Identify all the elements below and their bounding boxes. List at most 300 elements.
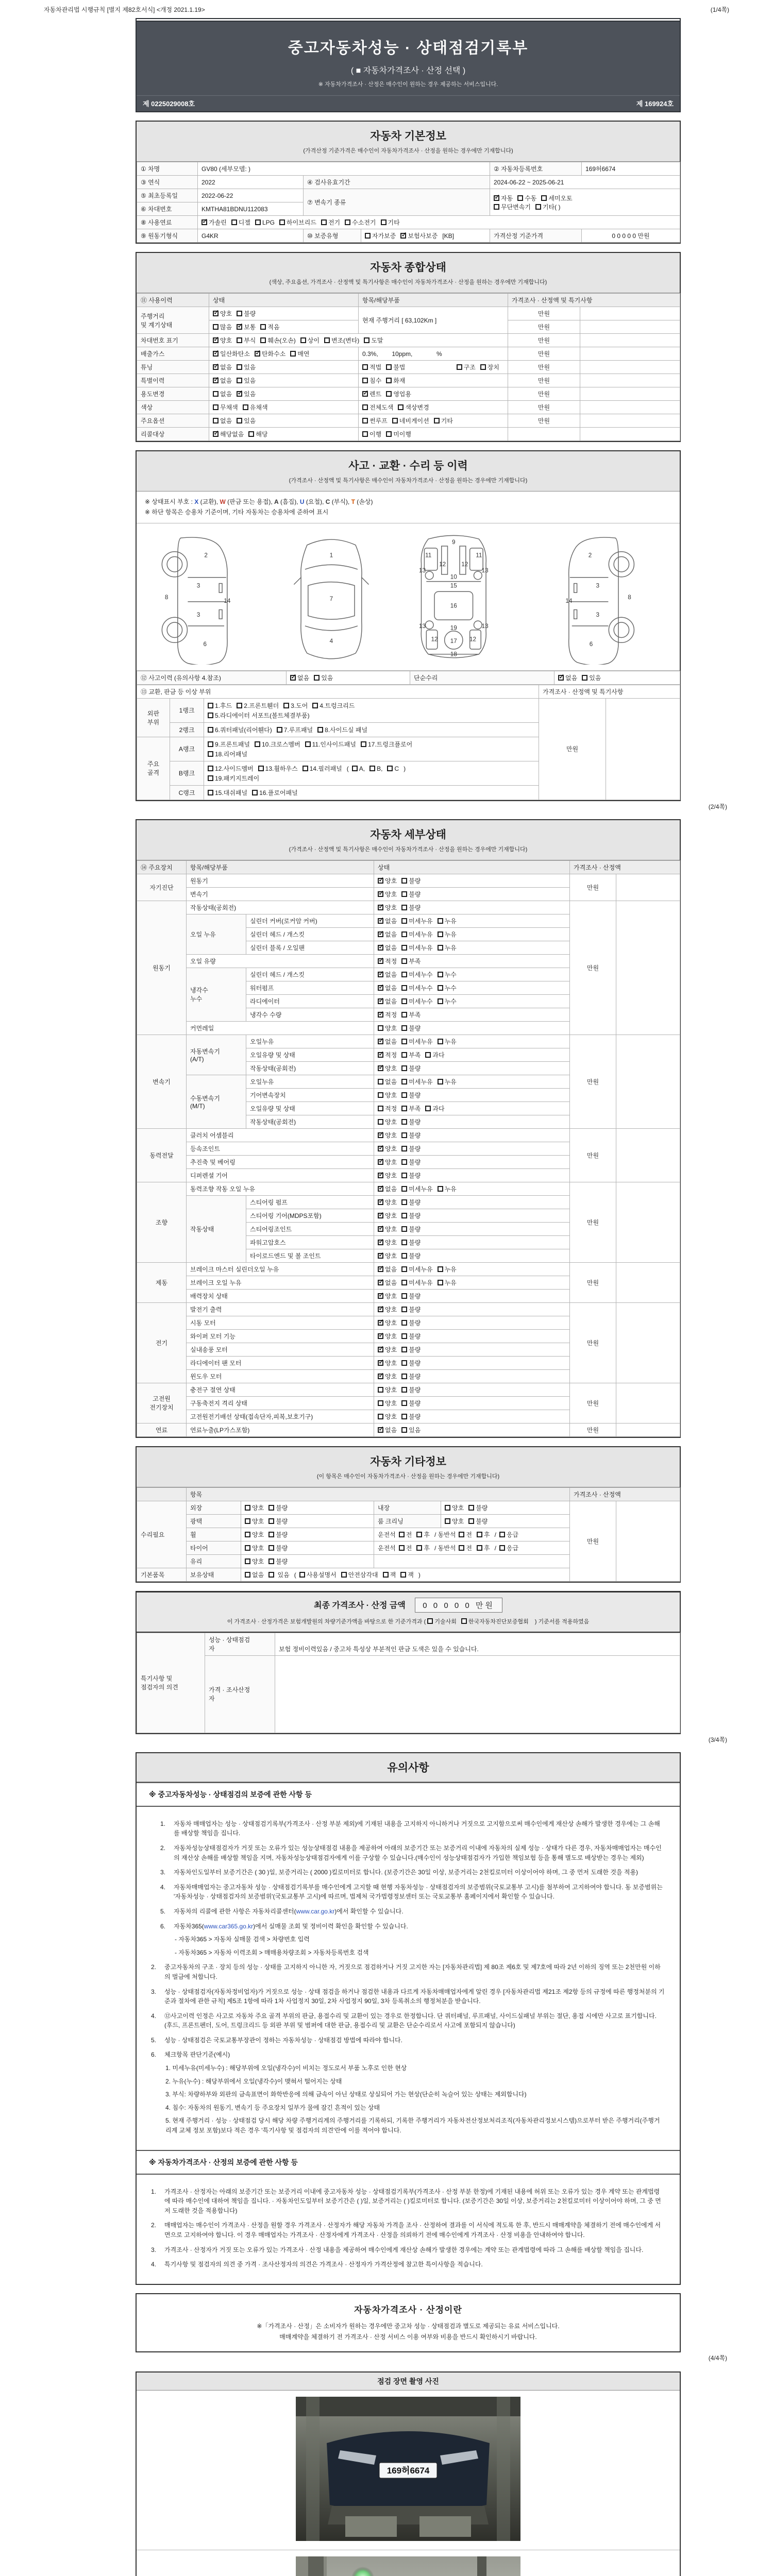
checkbox-option[interactable]: 양호: [245, 1557, 264, 1566]
checkbox-icon[interactable]: [400, 1572, 406, 1578]
checkbox-option[interactable]: 불량: [268, 1503, 288, 1512]
checkbox-option[interactable]: 미세누유: [401, 1037, 432, 1046]
checkbox-icon[interactable]: [401, 1266, 407, 1272]
checkbox-option[interactable]: 17.트렁크플로어: [361, 740, 412, 749]
checkbox-icon[interactable]: [378, 1320, 383, 1326]
checkbox-option[interactable]: 불법: [386, 363, 405, 371]
checkbox-icon[interactable]: [468, 1505, 474, 1511]
checkbox-option[interactable]: 기술사회: [427, 1617, 457, 1625]
checkbox-icon[interactable]: [378, 1146, 383, 1151]
checkbox-option[interactable]: 불량: [401, 1238, 421, 1247]
checkbox-option[interactable]: ✓ 없음: [213, 363, 232, 371]
checkbox-option[interactable]: 16.플로어패널: [252, 788, 298, 797]
checkbox-icon[interactable]: [321, 219, 327, 225]
checkbox-icon[interactable]: [401, 1387, 407, 1393]
checkbox-option[interactable]: 미이행: [386, 430, 411, 438]
checkbox-icon[interactable]: [378, 985, 383, 991]
checkbox-icon[interactable]: [477, 1545, 482, 1551]
checkbox-icon[interactable]: [401, 1146, 407, 1151]
checkbox-icon[interactable]: [378, 918, 383, 924]
checkbox-option[interactable]: 잭: [400, 1570, 414, 1579]
checkbox-icon[interactable]: [279, 219, 285, 225]
checkbox-option[interactable]: 자가보증: [365, 231, 396, 240]
checkbox-icon[interactable]: [268, 1545, 274, 1551]
checkbox-option[interactable]: 없음: [245, 1570, 264, 1579]
checkbox-option[interactable]: 해당: [248, 430, 267, 438]
checkbox-option[interactable]: ✓자동: [494, 194, 513, 202]
checkbox-option[interactable]: 누수: [438, 970, 457, 979]
checkbox-option[interactable]: A,: [352, 765, 365, 772]
checkbox-option[interactable]: 15.대쉬패널: [208, 788, 247, 797]
checkbox-option[interactable]: 변조(변타): [324, 336, 359, 345]
checkbox-option[interactable]: 미세누수: [401, 997, 432, 1006]
checkbox-icon[interactable]: [268, 1505, 274, 1511]
checkbox-option[interactable]: 있음: [314, 673, 333, 682]
checkbox-option[interactable]: 전: [459, 1544, 472, 1552]
checkbox-option[interactable]: 응급: [499, 1544, 518, 1552]
checkbox-icon[interactable]: [378, 1226, 383, 1232]
checkbox-icon[interactable]: [401, 1400, 407, 1406]
checkbox-icon[interactable]: [401, 1307, 407, 1312]
checkbox-icon[interactable]: [378, 1293, 383, 1299]
checkbox-option[interactable]: 3.도어: [283, 701, 308, 710]
checkbox-option[interactable]: ✓ 양호: [378, 1292, 397, 1300]
checkbox-icon[interactable]: [213, 378, 219, 383]
checkbox-icon[interactable]: [378, 1280, 383, 1285]
checkbox-option[interactable]: 양호: [378, 1412, 397, 1421]
checkbox-icon[interactable]: [480, 364, 486, 370]
checkbox-option[interactable]: ✓ 없음: [378, 1426, 397, 1434]
checkbox-icon[interactable]: [268, 1572, 274, 1578]
checkbox-icon[interactable]: [378, 1106, 383, 1111]
checkbox-option[interactable]: 누유: [438, 1265, 457, 1274]
checkbox-icon[interactable]: [378, 1119, 383, 1125]
checkbox-option[interactable]: 불량: [401, 1144, 421, 1153]
checkbox-icon[interactable]: [378, 1347, 383, 1352]
checkbox-icon[interactable]: [213, 391, 219, 397]
checkbox-icon[interactable]: [401, 1159, 407, 1165]
checkbox-option[interactable]: 불량: [468, 1503, 488, 1512]
checkbox-option[interactable]: 있음: [237, 376, 256, 385]
checkbox-icon[interactable]: [378, 1173, 383, 1178]
checkbox-icon[interactable]: [517, 195, 523, 201]
checkbox-icon[interactable]: [401, 1240, 407, 1245]
checkbox-icon[interactable]: [399, 1532, 405, 1537]
checkbox-icon[interactable]: [299, 1572, 305, 1578]
checkbox-icon[interactable]: [401, 1065, 407, 1071]
checkbox-icon[interactable]: [213, 351, 219, 357]
checkbox-icon[interactable]: [300, 337, 306, 343]
checkbox-option[interactable]: 불량: [401, 1225, 421, 1233]
checkbox-option[interactable]: ✓ 없음: [378, 1184, 397, 1193]
checkbox-option[interactable]: 양호: [445, 1503, 464, 1512]
checkbox-icon[interactable]: [438, 1186, 443, 1192]
checkbox-icon[interactable]: [245, 1505, 250, 1511]
checkbox-icon[interactable]: [345, 219, 350, 225]
checkbox-option[interactable]: 불량: [401, 1305, 421, 1314]
checkbox-icon[interactable]: [401, 1092, 407, 1098]
checkbox-option[interactable]: ✓ 없음: [378, 930, 397, 939]
checkbox-option[interactable]: 불량: [401, 1412, 421, 1421]
checkbox-option[interactable]: 침수: [362, 376, 381, 385]
checkbox-icon[interactable]: [401, 1186, 407, 1192]
checkbox-icon[interactable]: [378, 972, 383, 977]
checkbox-icon[interactable]: [255, 351, 260, 357]
checkbox-icon[interactable]: [378, 1132, 383, 1138]
checkbox-option[interactable]: ✓ 양호: [378, 1251, 397, 1260]
checkbox-icon[interactable]: [378, 1052, 383, 1058]
checkbox-icon[interactable]: [268, 1532, 274, 1537]
checkbox-option[interactable]: 적음: [260, 323, 279, 331]
checkbox-option[interactable]: 양호: [378, 1117, 397, 1126]
checkbox-option[interactable]: 있음: [237, 416, 256, 425]
checkbox-icon[interactable]: [268, 1558, 274, 1564]
checkbox-icon[interactable]: [237, 364, 242, 370]
checkbox-option[interactable]: ✓ 없음: [378, 984, 397, 992]
checkbox-option[interactable]: ✓양호: [213, 309, 232, 318]
checkbox-icon[interactable]: [401, 1132, 407, 1138]
checkbox-option[interactable]: 하이브리드: [279, 218, 316, 227]
checkbox-icon[interactable]: [401, 1414, 407, 1419]
checkbox-option[interactable]: 19.패키지트레이: [208, 774, 259, 783]
checkbox-option[interactable]: 누유: [438, 930, 457, 939]
checkbox-icon[interactable]: [400, 233, 406, 239]
checkbox-icon[interactable]: [438, 931, 443, 937]
checkbox-icon[interactable]: [401, 998, 407, 1004]
checkbox-option[interactable]: 부족: [401, 1104, 421, 1113]
checkbox-option[interactable]: 누유: [438, 1184, 457, 1193]
checkbox-option[interactable]: ✓ 양호: [378, 1238, 397, 1247]
checkbox-option[interactable]: 불량: [268, 1544, 288, 1552]
checkbox-icon[interactable]: [305, 741, 311, 747]
checkbox-icon[interactable]: [459, 1532, 464, 1537]
checkbox-icon[interactable]: [378, 1266, 383, 1272]
checkbox-icon[interactable]: [386, 378, 392, 383]
checkbox-option[interactable]: 전: [399, 1544, 412, 1552]
checkbox-option[interactable]: 누유: [438, 917, 457, 925]
checkbox-icon[interactable]: [277, 727, 282, 733]
checkbox-icon[interactable]: [401, 1333, 407, 1339]
checkbox-option[interactable]: 4.트렁크리드: [312, 701, 355, 710]
checkbox-icon[interactable]: [387, 766, 393, 771]
checkbox-option[interactable]: 양호: [245, 1503, 264, 1512]
checkbox-icon[interactable]: [445, 1505, 450, 1511]
checkbox-option[interactable]: ✓ 없음: [378, 1037, 397, 1046]
checkbox-icon[interactable]: [208, 703, 213, 708]
checkbox-option[interactable]: ✓ 없음: [378, 1278, 397, 1287]
checkbox-icon[interactable]: [401, 1226, 407, 1232]
checkbox-option[interactable]: 미세누유: [401, 943, 432, 952]
checkbox-option[interactable]: 적법: [362, 363, 381, 371]
checkbox-icon[interactable]: [378, 1387, 383, 1393]
checkbox-icon[interactable]: [434, 418, 440, 423]
checkbox-icon[interactable]: [245, 1558, 250, 1564]
checkbox-option[interactable]: ✓ 양호: [378, 1144, 397, 1153]
checkbox-option[interactable]: 불량: [401, 1251, 421, 1260]
checkbox-icon[interactable]: [378, 1400, 383, 1406]
checkbox-icon[interactable]: [386, 391, 392, 397]
checkbox-option[interactable]: 불량: [401, 903, 421, 912]
checkbox-option[interactable]: 응급: [499, 1530, 518, 1539]
checkbox-option[interactable]: 전체도색: [362, 403, 393, 412]
checkbox-icon[interactable]: [378, 1333, 383, 1339]
checkbox-icon[interactable]: [317, 727, 323, 733]
checkbox-icon[interactable]: [401, 918, 407, 924]
checkbox-option[interactable]: 미세누유: [401, 1184, 432, 1193]
checkbox-option[interactable]: ✓ 탄화수소: [255, 349, 285, 358]
checkbox-icon[interactable]: [201, 219, 207, 225]
checkbox-option[interactable]: 2.프론트휀더: [237, 701, 279, 710]
checkbox-icon[interactable]: [386, 431, 392, 437]
checkbox-option[interactable]: 많음: [213, 323, 232, 331]
checkbox-icon[interactable]: [283, 703, 289, 708]
checkbox-icon[interactable]: [365, 233, 371, 239]
checkbox-icon[interactable]: [392, 418, 398, 423]
checkbox-option[interactable]: ✓ 없음: [213, 376, 232, 385]
checkbox-icon[interactable]: [303, 766, 308, 771]
checkbox-icon[interactable]: [425, 1106, 431, 1111]
checkbox-option[interactable]: 6.쿼터패널(리어휀다): [208, 725, 272, 734]
checkbox-icon[interactable]: [401, 1253, 407, 1259]
checkbox-option[interactable]: 누유: [438, 1077, 457, 1086]
checkbox-option[interactable]: 불량: [401, 1171, 421, 1180]
checkbox-option[interactable]: ✓ 렌트: [362, 389, 381, 398]
checkbox-option[interactable]: 불량: [401, 1318, 421, 1327]
checkbox-icon[interactable]: [459, 1545, 464, 1551]
checkbox-option[interactable]: 과다: [425, 1104, 444, 1113]
checkbox-option[interactable]: ✓ 양호: [378, 1158, 397, 1166]
checkbox-option[interactable]: ✓ 양호: [378, 890, 397, 899]
checkbox-icon[interactable]: [401, 1012, 407, 1018]
checkbox-option[interactable]: 불량: [401, 876, 421, 885]
checkbox-icon[interactable]: [378, 1186, 383, 1192]
checkbox-option[interactable]: ✓ 양호: [378, 1198, 397, 1207]
checkbox-option[interactable]: 과다: [425, 1050, 444, 1059]
checkbox-option[interactable]: 미세누유: [401, 917, 432, 925]
checkbox-icon[interactable]: [386, 364, 392, 370]
checkbox-icon[interactable]: [468, 1518, 474, 1524]
checkbox-option[interactable]: 안전삼각대: [341, 1570, 378, 1579]
checkbox-option[interactable]: 불량: [401, 1158, 421, 1166]
checkbox-option[interactable]: ✓ 양호: [378, 1345, 397, 1354]
checkbox-option[interactable]: 있음: [237, 363, 256, 371]
checkbox-option[interactable]: ✓ 양호: [213, 336, 232, 345]
checkbox-option[interactable]: ✓ 없음: [378, 970, 397, 979]
checkbox-icon[interactable]: [378, 1427, 383, 1433]
checkbox-option[interactable]: ✓ 없음: [378, 917, 397, 925]
checkbox-icon[interactable]: [252, 790, 258, 795]
checkbox-option[interactable]: 무채색: [213, 403, 238, 412]
checkbox-option[interactable]: 장치: [480, 363, 499, 371]
checkbox-icon[interactable]: [255, 219, 261, 225]
checkbox-option[interactable]: ✓ 양호: [378, 1372, 397, 1381]
checkbox-icon[interactable]: [290, 675, 296, 681]
checkbox-icon[interactable]: [361, 741, 366, 747]
checkbox-icon[interactable]: [362, 404, 368, 410]
checkbox-icon[interactable]: [231, 219, 237, 225]
checkbox-icon[interactable]: [362, 391, 368, 397]
checkbox-icon[interactable]: [237, 311, 242, 316]
checkbox-option[interactable]: 상이: [300, 336, 320, 345]
checkbox-icon[interactable]: [401, 1039, 407, 1044]
checkbox-icon[interactable]: [582, 675, 587, 681]
checkbox-icon[interactable]: [378, 931, 383, 937]
checkbox-option[interactable]: 세미오토: [541, 194, 572, 202]
checkbox-icon[interactable]: [213, 431, 219, 437]
checkbox-option[interactable]: 구조: [457, 363, 476, 371]
checkbox-icon[interactable]: [208, 790, 213, 795]
checkbox-option[interactable]: ✓ 일산화탄소: [213, 349, 250, 358]
checkbox-option[interactable]: 기타: [381, 218, 400, 227]
checkbox-option[interactable]: 전: [459, 1530, 472, 1539]
checkbox-icon[interactable]: [401, 1052, 407, 1058]
checkbox-icon[interactable]: [381, 219, 386, 225]
checkbox-option[interactable]: ✓ 있음: [237, 389, 256, 398]
checkbox-icon[interactable]: [438, 985, 443, 991]
checkbox-option[interactable]: 없음: [213, 416, 232, 425]
checkbox-option[interactable]: 양호: [245, 1544, 264, 1552]
checkbox-option[interactable]: 유채색: [243, 403, 268, 412]
checkbox-option[interactable]: 없음: [213, 389, 232, 398]
checkbox-icon[interactable]: [438, 1266, 443, 1272]
checkbox-option[interactable]: 양호: [445, 1517, 464, 1526]
checkbox-option[interactable]: 사용설명서: [299, 1570, 337, 1579]
checkbox-icon[interactable]: [558, 675, 564, 681]
checkbox-option[interactable]: 있음: [401, 1426, 421, 1434]
checkbox-icon[interactable]: [312, 703, 318, 708]
checkbox-option[interactable]: 불량: [401, 1117, 421, 1126]
checkbox-option[interactable]: 누유: [438, 1037, 457, 1046]
checkbox-option[interactable]: 디젤: [231, 218, 250, 227]
checkbox-icon[interactable]: [457, 364, 462, 370]
checkbox-icon[interactable]: [378, 878, 383, 884]
checkbox-option[interactable]: 적정: [378, 1104, 397, 1113]
checkbox-icon[interactable]: [401, 1360, 407, 1366]
checkbox-option[interactable]: 양호: [245, 1517, 264, 1526]
checkbox-option[interactable]: 7.루프패널: [277, 725, 313, 734]
checkbox-icon[interactable]: [401, 1106, 407, 1111]
checkbox-option[interactable]: ✓ 보험사보증: [400, 231, 438, 240]
checkbox-icon[interactable]: [494, 195, 499, 201]
checkbox-icon[interactable]: [445, 1518, 450, 1524]
checkbox-option[interactable]: 불량: [401, 1359, 421, 1367]
checkbox-icon[interactable]: [213, 311, 219, 316]
checkbox-icon[interactable]: [401, 1293, 407, 1299]
checkbox-option[interactable]: 불량: [401, 1385, 421, 1394]
checkbox-icon[interactable]: [438, 945, 443, 951]
checkbox-option[interactable]: 불량: [468, 1517, 488, 1526]
checkbox-icon[interactable]: [425, 1052, 431, 1058]
checkbox-icon[interactable]: [401, 1173, 407, 1178]
checkbox-option[interactable]: ✓ 양호: [378, 1359, 397, 1367]
checkbox-option[interactable]: 12.사이드멤버: [208, 764, 254, 773]
checkbox-icon[interactable]: [401, 1119, 407, 1125]
checkbox-icon[interactable]: [535, 204, 541, 210]
checkbox-option[interactable]: 8.사이드실 패널: [317, 725, 367, 734]
checkbox-option[interactable]: 이행: [362, 430, 381, 438]
checkbox-icon[interactable]: [378, 958, 383, 964]
checkbox-option[interactable]: ✓ 양호: [378, 1332, 397, 1341]
checkbox-option[interactable]: 네비게이션: [392, 416, 429, 425]
checkbox-option[interactable]: ✓ 없음: [378, 997, 397, 1006]
checkbox-icon[interactable]: [401, 878, 407, 884]
checkbox-option[interactable]: ✓ 양호: [378, 1171, 397, 1180]
checkbox-option[interactable]: 13.휠하우스: [258, 764, 298, 773]
checkbox-icon[interactable]: [499, 1532, 505, 1537]
checkbox-option[interactable]: 불량: [268, 1530, 288, 1539]
checkbox-option[interactable]: ✓ 없음: [378, 1265, 397, 1274]
checkbox-icon[interactable]: [401, 945, 407, 951]
checkbox-icon[interactable]: [378, 1253, 383, 1259]
checkbox-option[interactable]: ✓ 양호: [378, 1211, 397, 1220]
checkbox-option[interactable]: 있음: [582, 673, 601, 682]
checkbox-icon[interactable]: [401, 931, 407, 937]
checkbox-icon[interactable]: [290, 351, 296, 357]
checkbox-icon[interactable]: [378, 998, 383, 1004]
checkbox-option[interactable]: ✓ 양호: [378, 1064, 397, 1073]
checkbox-option[interactable]: 18.리어패널: [208, 750, 247, 758]
checkbox-icon[interactable]: [237, 418, 242, 423]
checkbox-option[interactable]: ✓ 없음: [378, 943, 397, 952]
checkbox-option[interactable]: 전: [399, 1530, 412, 1539]
checkbox-icon[interactable]: [401, 1347, 407, 1352]
checkbox-option[interactable]: 불량: [401, 1091, 421, 1099]
checkbox-icon[interactable]: [237, 337, 242, 343]
checkbox-option[interactable]: 10.크로스멤버: [255, 740, 300, 749]
checkbox-icon[interactable]: [245, 1518, 250, 1524]
checkbox-icon[interactable]: [494, 204, 499, 210]
checkbox-option[interactable]: 부족: [401, 957, 421, 965]
checkbox-option[interactable]: 11.인사이드패널: [305, 740, 356, 749]
checkbox-option[interactable]: 누유: [438, 943, 457, 952]
checkbox-option[interactable]: 미세누유: [401, 1077, 432, 1086]
checkbox-icon[interactable]: [378, 1159, 383, 1165]
checkbox-option[interactable]: 후: [416, 1544, 430, 1552]
checkbox-option[interactable]: 불량: [401, 1372, 421, 1381]
checkbox-icon[interactable]: [208, 713, 213, 718]
checkbox-icon[interactable]: [378, 1199, 383, 1205]
checkbox-option[interactable]: 누수: [438, 984, 457, 992]
checkbox-icon[interactable]: [378, 1079, 383, 1084]
checkbox-option[interactable]: 색상변경: [398, 403, 429, 412]
checkbox-option[interactable]: ✓ 보통: [237, 323, 256, 331]
checkbox-option[interactable]: B,: [369, 765, 382, 772]
checkbox-icon[interactable]: [245, 1545, 250, 1551]
checkbox-option[interactable]: 훼손(오손): [260, 336, 295, 345]
checkbox-option[interactable]: 수소전기: [345, 218, 376, 227]
checkbox-icon[interactable]: [237, 378, 242, 383]
checkbox-icon[interactable]: [213, 337, 219, 343]
checkbox-option[interactable]: 기타( ): [535, 202, 561, 211]
checkbox-icon[interactable]: [461, 1618, 467, 1624]
checkbox-option[interactable]: 14.필러패널: [303, 764, 342, 773]
checkbox-option[interactable]: 불량: [401, 890, 421, 899]
checkbox-option[interactable]: 영업용: [386, 389, 411, 398]
checkbox-option[interactable]: ✓ 없음: [558, 673, 577, 682]
checkbox-icon[interactable]: [416, 1532, 422, 1537]
checkbox-option[interactable]: 양호: [378, 1385, 397, 1394]
checkbox-option[interactable]: ✓ 없음: [290, 673, 309, 682]
checkbox-icon[interactable]: [378, 1360, 383, 1366]
checkbox-icon[interactable]: [208, 775, 213, 781]
checkbox-icon[interactable]: [401, 1280, 407, 1285]
checkbox-icon[interactable]: [378, 945, 383, 951]
checkbox-option[interactable]: 누수: [438, 997, 457, 1006]
checkbox-icon[interactable]: [268, 1518, 274, 1524]
checkbox-option[interactable]: 후: [477, 1544, 490, 1552]
checkbox-icon[interactable]: [398, 404, 404, 410]
checkbox-icon[interactable]: [477, 1532, 482, 1537]
